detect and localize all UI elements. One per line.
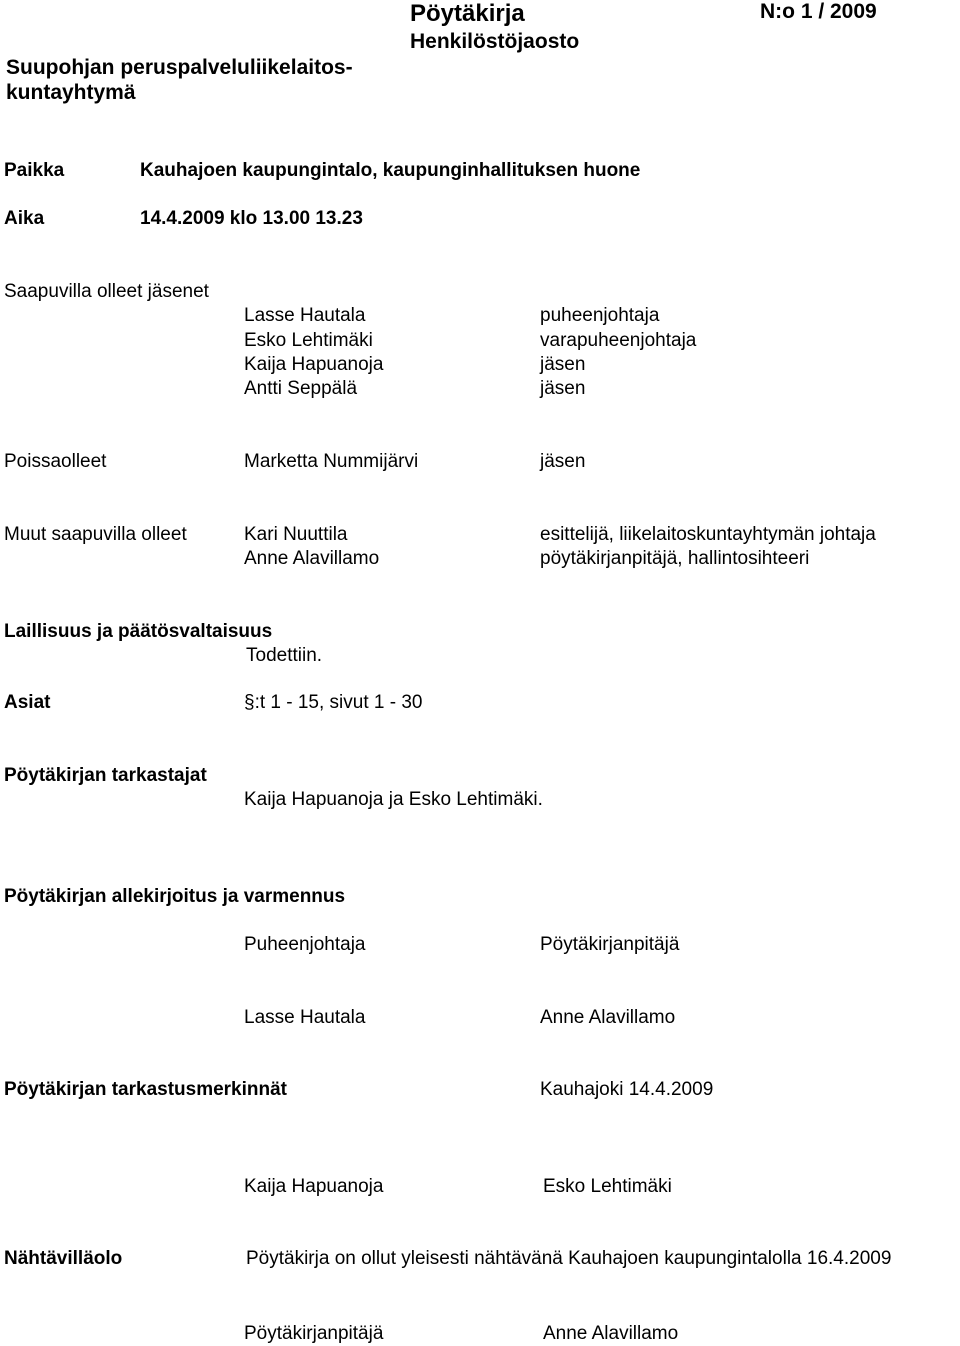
document-type: Pöytäkirja [410,0,525,27]
time-value: 14.4.2009 klo 13.00 13.23 [140,208,363,229]
organization-name-line2: kuntayhtymä [6,81,136,104]
legality-value: Todettiin. [246,645,323,666]
place-label: Paikka [4,160,65,181]
member-role: jäsen [540,378,586,399]
member-name: Esko Lehtimäki [244,330,373,351]
member-role: jäsen [540,354,586,375]
document-number: N:o 1 / 2009 [760,0,877,23]
absent-role: jäsen [540,451,586,472]
other-role: esittelijä, liikelaitoskuntayhtymän johtaja [540,524,876,545]
secretary-name: Anne Alavillamo [540,1007,676,1028]
organization-name-line1: Suupohjan peruspalveluliikelaitos- [6,56,353,79]
public-display-value: Pöytäkirja on ollut yleisesti nähtävänä Kauhajoen kaupungintalolla 16.4.2009 [246,1248,892,1269]
inspection-marks-label: Pöytäkirjan tarkastusmerkinnät [4,1079,288,1100]
member-name: Lasse Hautala [244,305,366,326]
inspectors-value: Kaija Hapuanoja ja Esko Lehtimäki. [244,789,543,810]
items-value: §:t 1 - 15, sivut 1 - 30 [244,692,423,713]
present-members-label: Saapuvilla olleet jäsenet [4,281,209,302]
signatures-label: Pöytäkirjan allekirjoitus ja varmennus [4,886,346,907]
secretary-title: Pöytäkirjanpitäjä [540,934,680,955]
committee-name: Henkilöstöjaosto [410,30,580,53]
others-present-label: Muut saapuvilla olleet [4,524,187,545]
member-name: Kaija Hapuanoja [244,354,384,375]
public-display-label: Nähtävilläolo [4,1248,123,1269]
public-display-signer-name: Anne Alavillamo [543,1323,679,1344]
member-role: puheenjohtaja [540,305,660,326]
inspector-2-name: Esko Lehtimäki [543,1176,672,1197]
member-name: Antti Seppälä [244,378,358,399]
time-label: Aika [4,208,45,229]
legality-label: Laillisuus ja päätösvaltaisuus [4,621,273,642]
public-display-signer-title: Pöytäkirjanpitäjä [244,1323,384,1344]
inspection-place-date: Kauhajoki 14.4.2009 [540,1079,714,1100]
absent-label: Poissaolleet [4,451,107,472]
chair-name: Lasse Hautala [244,1007,366,1028]
items-label: Asiat [4,692,51,713]
chair-title: Puheenjohtaja [244,934,366,955]
absent-name: Marketta Nummijärvi [244,451,419,472]
other-role: pöytäkirjanpitäjä, hallintosihteeri [540,548,810,569]
other-name: Anne Alavillamo [244,548,380,569]
other-name: Kari Nuuttila [244,524,348,545]
inspectors-label: Pöytäkirjan tarkastajat [4,765,207,786]
member-role: varapuheenjohtaja [540,330,697,351]
place-value: Kauhajoen kaupungintalo, kaupunginhallituksen huone [140,160,641,181]
inspector-1-name: Kaija Hapuanoja [244,1176,384,1197]
